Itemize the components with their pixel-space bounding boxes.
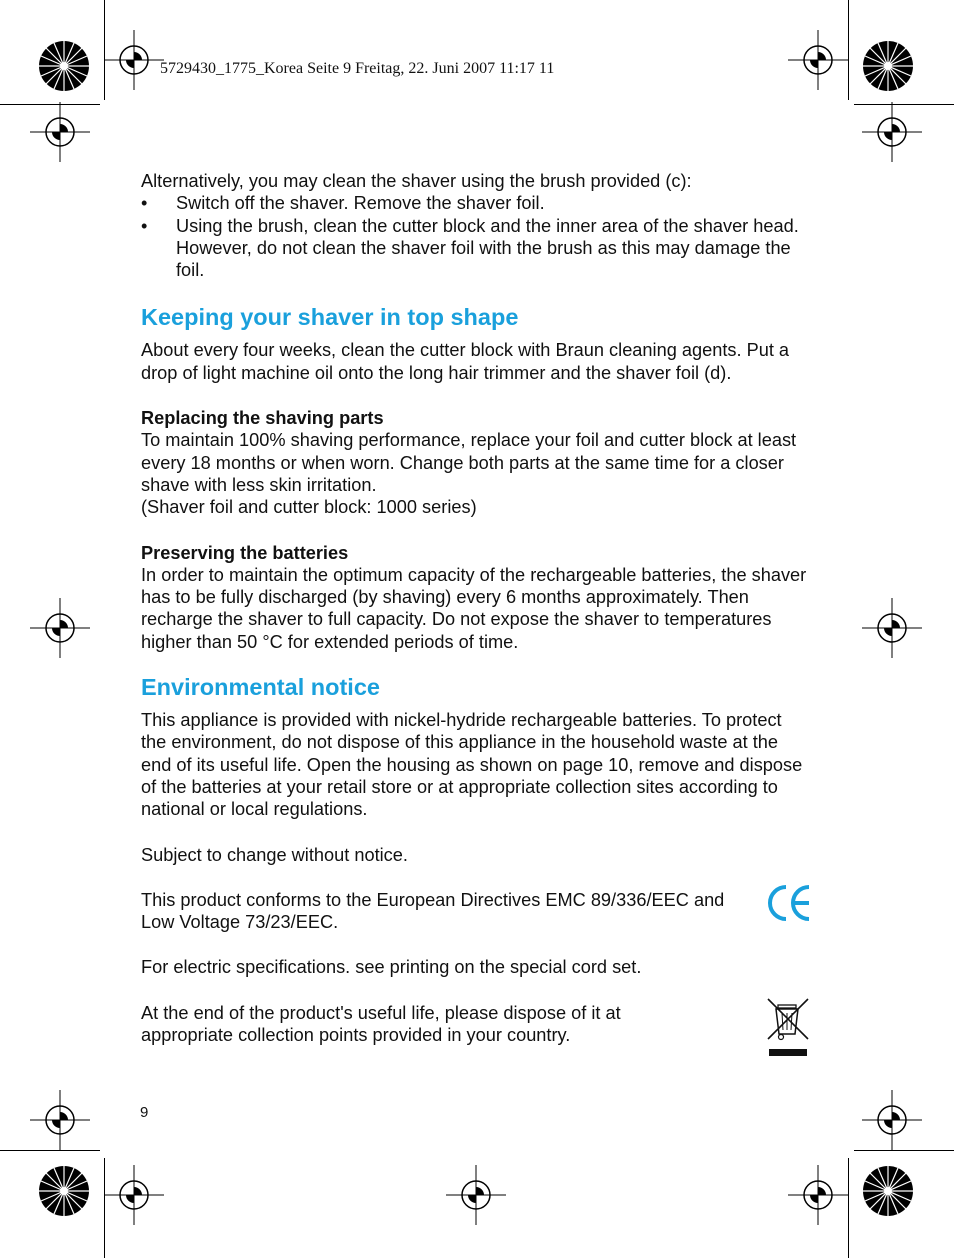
crop-line bbox=[848, 0, 849, 100]
registration-mark-icon bbox=[104, 1165, 164, 1225]
replacing-body: To maintain 100% shaving performance, replace your foil and cutter block at least every 18 months or when worn. Change both parts at the same time for a closer shave with less skin irritation. bbox=[141, 430, 797, 495]
replacing-note: (Shaver foil and cutter block: 1000 series) bbox=[141, 497, 477, 518]
conformity-row bbox=[141, 889, 811, 934]
subheading-replacing: Replacing the shaving parts bbox=[141, 408, 384, 429]
crop-line bbox=[0, 1150, 100, 1151]
list-item bbox=[141, 192, 811, 214]
registration-mark-icon bbox=[446, 1165, 506, 1225]
disposal-row bbox=[141, 1002, 811, 1047]
registration-mark-icon bbox=[30, 598, 90, 658]
subject-notice: Subject to change without notice. bbox=[141, 844, 408, 865]
crop-line bbox=[848, 1158, 849, 1258]
list-item-text: Using the brush, clean the cutter block and the inner area of the shaver head. However, do not clean the shaver foil with the brush as this may damage the foil. bbox=[176, 215, 799, 281]
bullet-glyph: • bbox=[141, 193, 148, 214]
page-content bbox=[141, 170, 811, 1046]
registration-mark-icon bbox=[788, 30, 848, 90]
crop-line bbox=[854, 1150, 954, 1151]
crossed-bin-icon bbox=[765, 996, 811, 1058]
electric-spec-text: For electric specifications. see printing on the special cord set. bbox=[141, 957, 642, 978]
registration-mark-icon bbox=[30, 102, 90, 162]
subheading-batteries: Preserving the batteries bbox=[141, 542, 349, 563]
environment-body: This appliance is provided with nickel-hydride rechargeable batteries. To protect the environment, do not dispose of this appliance in the household waste at the end of its useful life. Open the housing as shown on page 10, remove and dispose of the batteries at your retail store or at appropriate collection sites according to national or local regulations. bbox=[141, 710, 803, 820]
list-item-text: Switch off the shaver. Remove the shaver foil. bbox=[176, 193, 545, 214]
page-number: 9 bbox=[140, 1104, 149, 1121]
disposal-text: At the end of the product's useful life, please dispose of it at appropriate collection points provided in your country. bbox=[141, 1002, 621, 1046]
starburst-icon bbox=[38, 1165, 90, 1217]
starburst-icon bbox=[862, 40, 914, 92]
ce-mark-icon bbox=[765, 881, 813, 925]
registration-mark-icon bbox=[862, 1090, 922, 1150]
intro-bullet-list bbox=[141, 192, 811, 281]
registration-mark-icon bbox=[30, 1090, 90, 1150]
list-item bbox=[141, 215, 811, 282]
intro-text: Alternatively, you may clean the shaver using the brush provided (c): bbox=[141, 171, 692, 191]
registration-mark-icon bbox=[104, 30, 164, 90]
batteries-body: In order to maintain the optimum capacity of the rechargeable batteries, the shaver has to be fully discharged (by shaving) every 6 months approximately. Then recharge the shaver to full capacity. Do not expose the shaver to temperatures higher than 50 °C for extended periods of time. bbox=[141, 564, 807, 652]
bullet-glyph: • bbox=[141, 215, 148, 236]
registration-mark-icon bbox=[862, 102, 922, 162]
starburst-icon bbox=[862, 1165, 914, 1217]
keeping-body: About every four weeks, clean the cutter block with Braun cleaning agents. Put a drop of light machine oil onto the long hair trimmer and the shaver foil (d). bbox=[141, 340, 790, 383]
section-title-keeping: Keeping your shaver in top shape bbox=[141, 304, 519, 331]
conformity-text: This product conforms to the European Directives EMC 89/336/EEC and Low Voltage 73/23/EEC. bbox=[141, 889, 725, 933]
registration-mark-icon bbox=[862, 598, 922, 658]
starburst-icon bbox=[38, 40, 90, 92]
registration-mark-icon bbox=[788, 1165, 848, 1225]
print-slug: 5729430_1775_Korea Seite 9 Freitag, 22. Juni 2007 11:17 11 bbox=[160, 60, 555, 77]
section-title-environment: Environmental notice bbox=[141, 674, 380, 701]
